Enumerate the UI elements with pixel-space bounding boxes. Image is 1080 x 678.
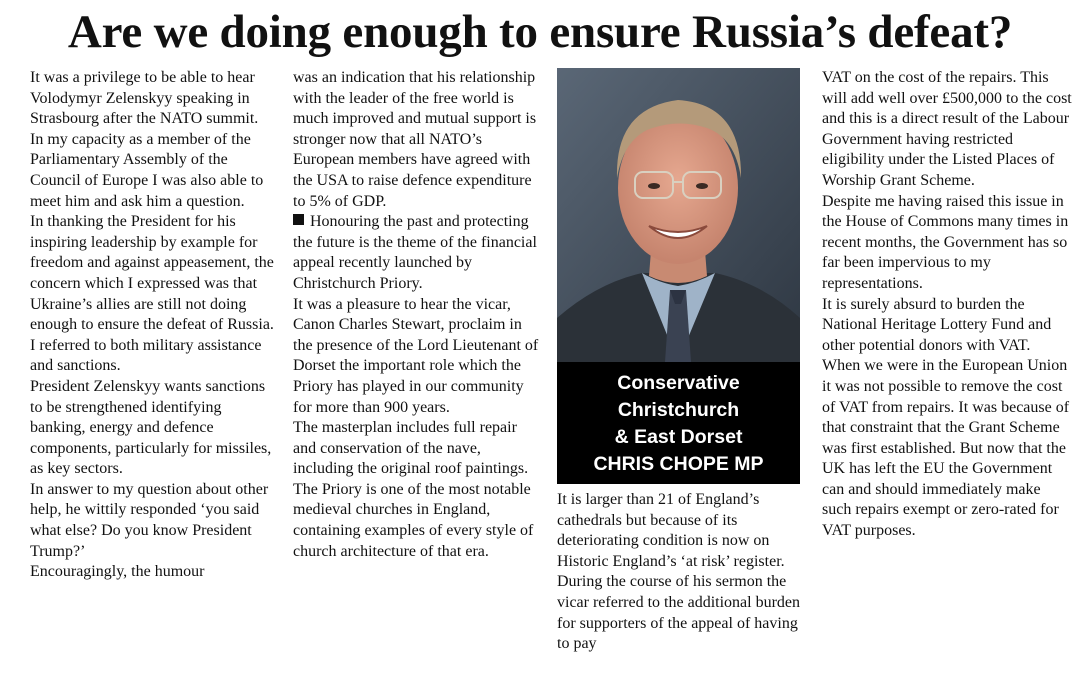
paragraph: The masterplan includes full repair and conservation of the nave, including the original roof paintings. [293, 419, 529, 478]
portrait-photo [557, 68, 800, 362]
caption-line: Christchurch [617, 399, 740, 421]
headline: Are we doing enough to ensure Russia’s defeat? [67, 6, 1013, 58]
article-column-1 [30, 68, 280, 583]
caption-line: & East Dorset [614, 426, 743, 448]
paragraph-text: Honouring the past and protecting the future is the theme of the financial appeal recently launched by Christchurch Priory. [293, 213, 537, 292]
paragraph: Despite me having raised this issue in the House of Commons many times in recent months, the Government has so far been impervious to my representations. [822, 192, 1069, 292]
paragraph: In answer to my question about other help, he wittily responded ‘you said what else? Do you know President Trump?’ [30, 480, 269, 560]
caption-line: Conservative [617, 372, 740, 394]
square-bullet-icon [293, 214, 304, 225]
paragraph: During the course of his sermon the vicar referred to the additional burden for supporters of the appeal of having to pay [557, 573, 800, 653]
paragraph: It was a privilege to be able to hear Volodymyr Zelenskyy speaking in Strasbourg after the NATO summit. [30, 69, 259, 128]
article-column-4 [822, 68, 1072, 542]
paragraph [293, 212, 543, 294]
paragraph: was an indication that his relationship with the leader of the free world is much improved and mutual support is stronger now that all NATO’s European members have agreed with the USA to raise defence expenditure to 5% of GDP. [293, 69, 537, 210]
caption-line: CHRIS CHOPE MP [593, 453, 764, 475]
article-column-3 [557, 68, 807, 655]
photo-caption [557, 362, 800, 484]
paragraph: It is larger than 21 of England’s cathedrals but because of its deteriorating condition is now on Historic England’s ‘at risk’ register. [557, 491, 785, 570]
paragraph: In thanking the President for his inspiring leadership by example for freedom and against appeasement, the concern which I expressed was that Ukraine’s allies are still not doing enough to ensure the defeat of Russia. [30, 213, 274, 334]
paragraph: I referred to both military assistance and sanctions. [30, 336, 262, 375]
article-column-2 [293, 68, 543, 562]
paragraph: The Priory is one of the most notable medieval churches in England, containing examples of every style of church architecture of that era. [293, 480, 534, 560]
paragraph: It is surely absurd to burden the National Heritage Lottery Fund and other potential donors with VAT. [822, 295, 1052, 354]
portrait-image [557, 68, 800, 362]
paragraph: It was a pleasure to hear the vicar, Canon Charles Stewart, proclaim in the presence of the Lord Lieutenant of Dorset the important role which the Priory has played in our community for more than 900 years. [293, 295, 539, 416]
paragraph: President Zelenskyy wants sanctions to be strengthened identifying banking, energy and defence components, particularly for missiles, as key sectors. [30, 377, 272, 478]
paragraph: When we were in the European Union it was not possible to remove the cost of VAT from repairs. It was because of that constraint that the Grant Scheme was first established. But now that the UK has left the EU the Government can and should immediately make such repairs exempt or zero-rated for VAT purposes. [822, 357, 1070, 540]
paragraph: Encouragingly, the humour [30, 563, 205, 581]
paragraph: VAT on the cost of the repairs. This will add well over £500,000 to the cost and this is a direct result of the Labour Government having restricted eligibility under the Listed Places of Worship Grant Scheme. [822, 69, 1072, 189]
paragraph: In my capacity as a member of the Parliamentary Assembly of the Council of Europe I was also able to meet him and ask him a question. [30, 130, 264, 210]
